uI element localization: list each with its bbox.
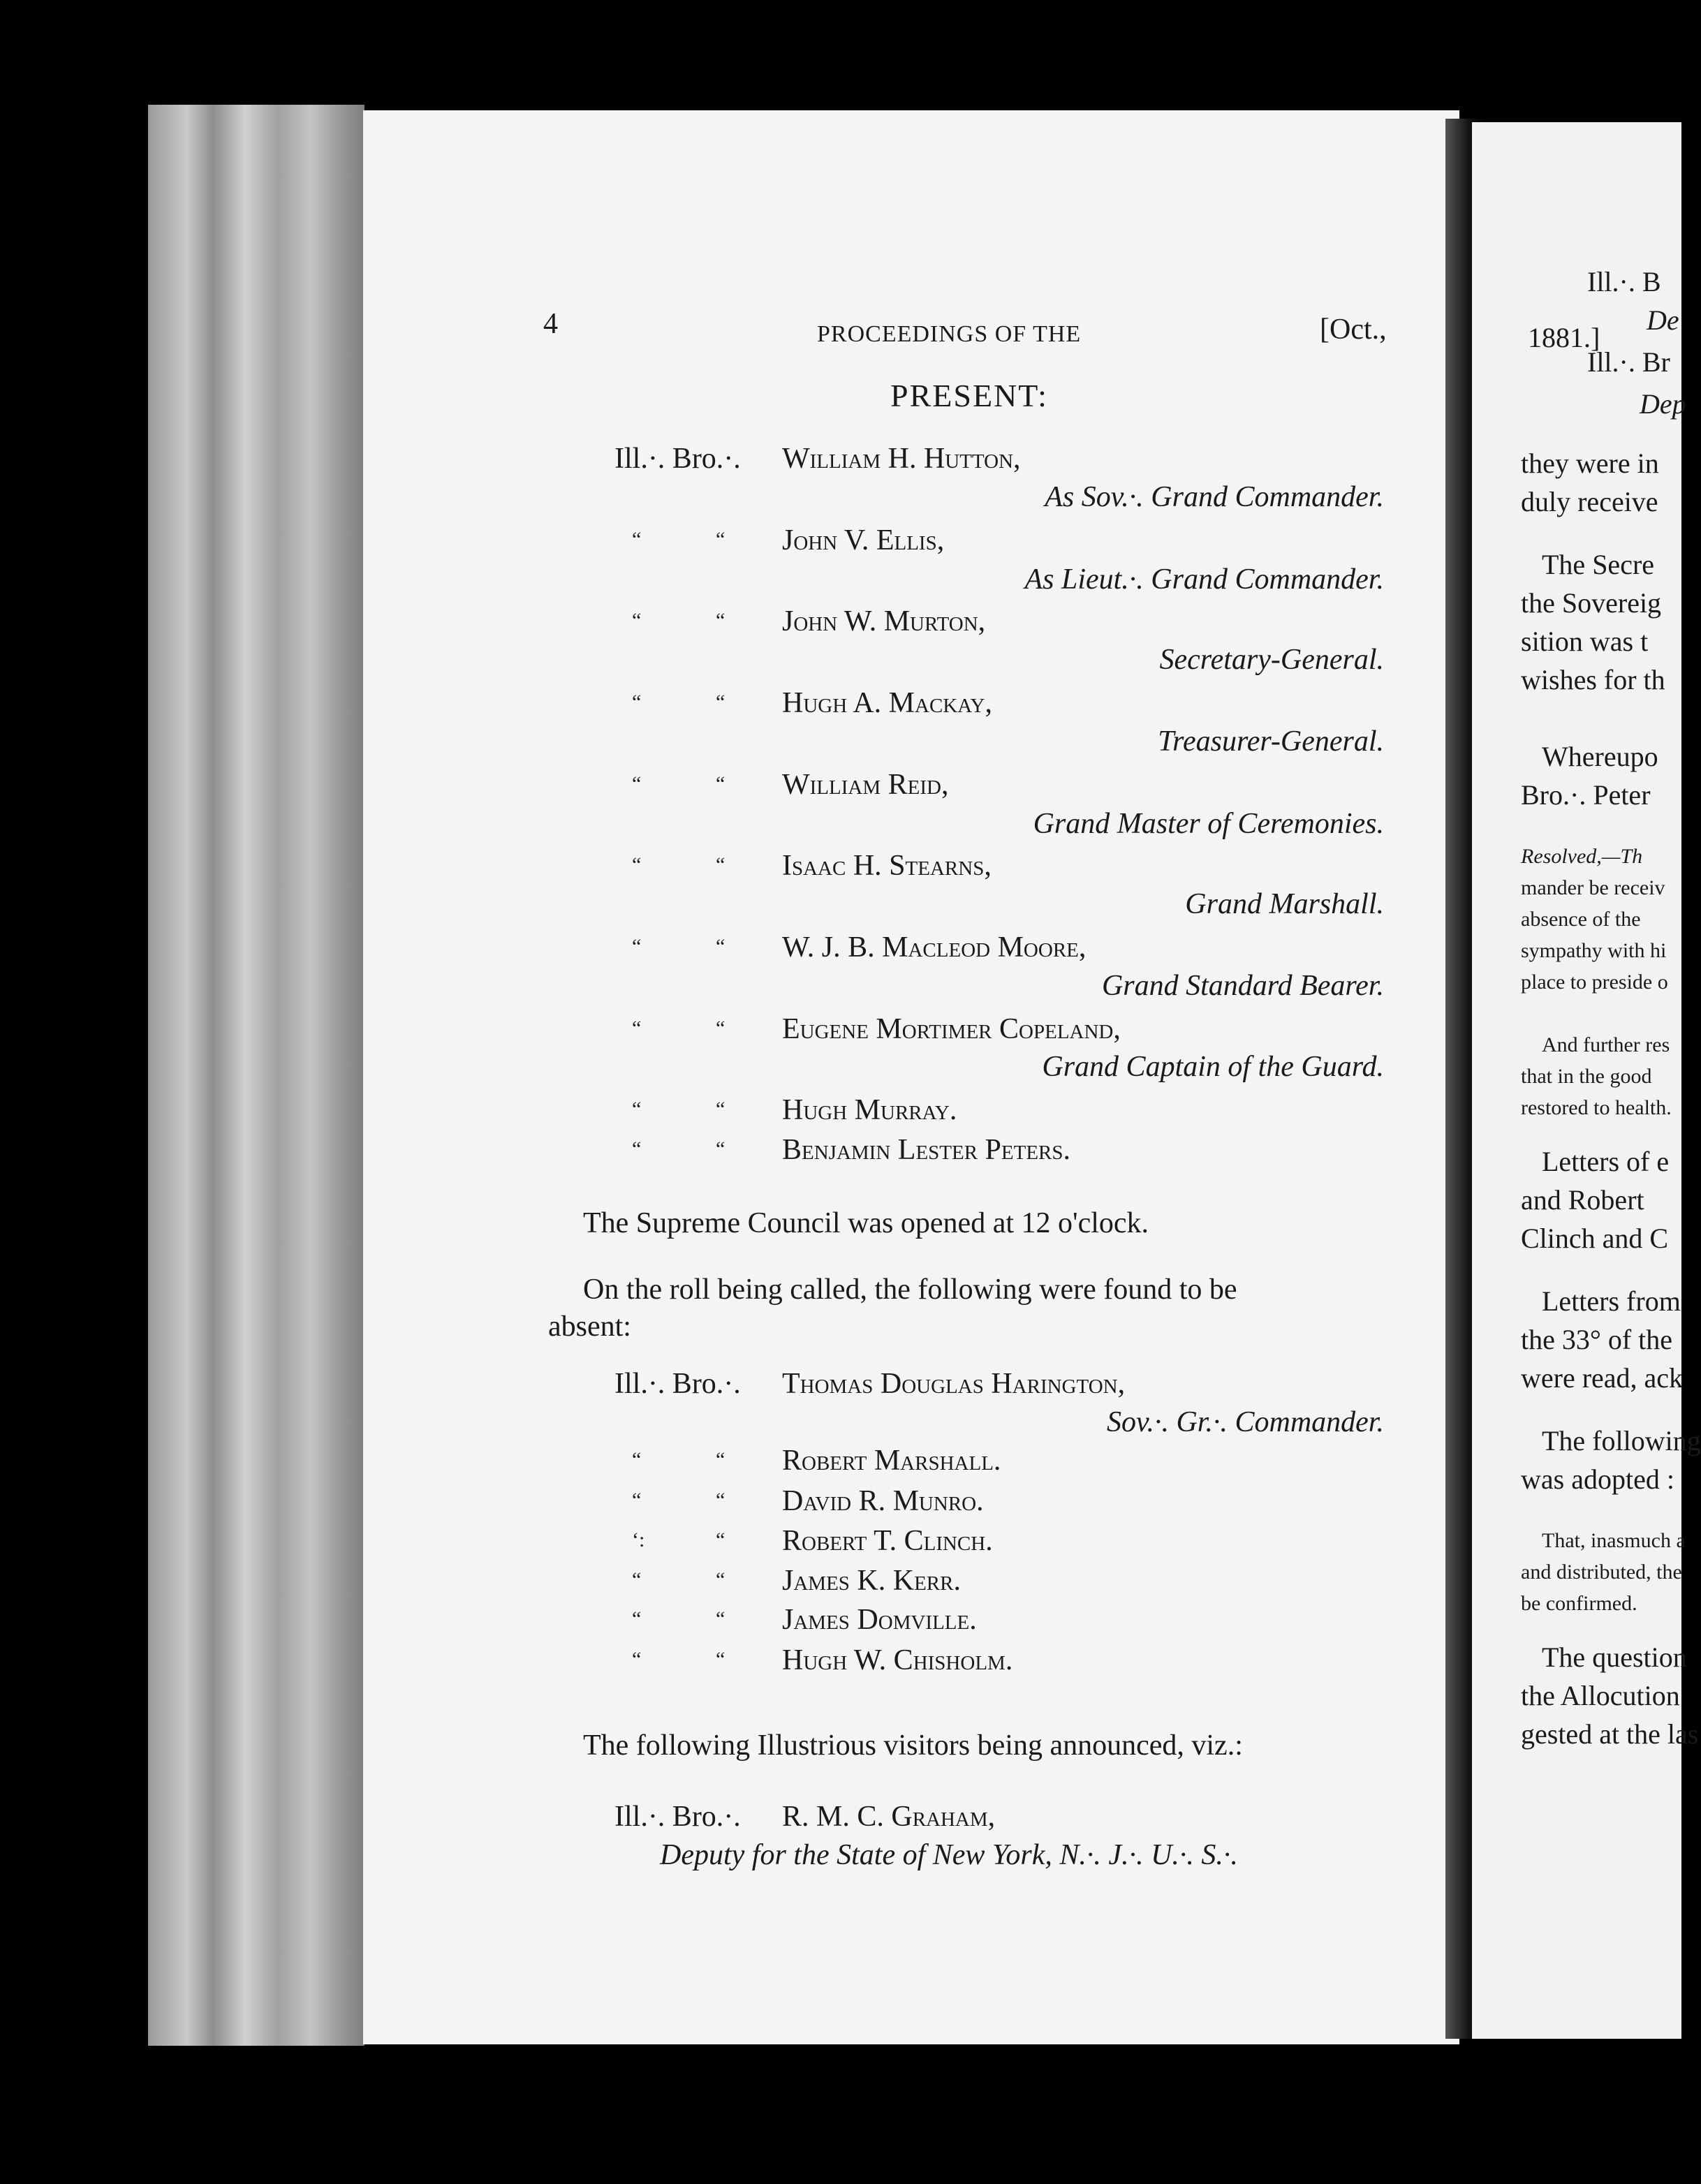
ditto-mark: “ [632,1017,642,1040]
member-name: John V. Ellis, [782,524,945,556]
member-name: Robert T. Clinch. [782,1525,993,1557]
roll-text-line-2: absent: [548,1311,631,1343]
right-page-line: that in the good [1521,1065,1652,1088]
right-page-line: Ill.·. Br [1587,346,1670,378]
member-name: John W. Murton, [782,605,986,637]
right-page-line: the 33° of the [1521,1324,1673,1355]
member-role: Grand Master of Ceremonies. [1033,808,1384,840]
member-name: W. J. B. Macleod Moore, [782,931,1087,964]
member-role: Secretary-General. [1159,644,1384,676]
ditto-mark: “ [632,1137,642,1160]
ditto-mark: “ [716,1648,726,1671]
right-page-line: the Sovereig [1521,587,1662,619]
right-page-line: Clinch and C [1521,1223,1669,1254]
right-page-line: sympathy with hi [1521,939,1667,962]
right-page-line: and distributed, the [1521,1560,1682,1584]
page-number: 4 [543,308,558,340]
right-page-line: Dep [1640,388,1686,420]
ditto-mark: “ [716,1017,726,1040]
book-page-edges [148,105,364,2046]
right-page-line: the Allocution [1521,1680,1680,1711]
member-name: William Reid, [782,769,949,801]
ditto-mark: “ [632,691,642,714]
right-page-line: Letters from [1542,1285,1681,1317]
ditto-mark: “ [716,1137,726,1160]
member-name: Benjamin Lester Peters. [782,1134,1071,1166]
right-page-line: The question [1542,1641,1687,1673]
member-role: Treasurer-General. [1158,725,1384,758]
member-name: Hugh A. Mackay, [782,687,992,719]
right-page-line: duly receive [1521,486,1658,517]
member-role: Sov.·. Gr.·. Commander. [1106,1406,1384,1438]
right-page-line: sition was t [1521,626,1649,657]
ditto-mark: “ [632,772,642,795]
ditto-mark: “ [632,935,642,958]
ditto-mark: “ [716,1568,726,1591]
ditto-mark: “ [716,935,726,958]
member-name: Eugene Mortimer Copeland, [782,1013,1121,1045]
member-role: Grand Captain of the Guard. [1042,1051,1384,1083]
ditto-mark: “ [632,853,642,876]
visitor-name: R. M. C. Graham, [782,1801,996,1833]
member-prefix: Ill.·. Bro.·. [614,1368,741,1400]
right-page [1472,122,1701,2039]
member-prefix: Ill.·. Bro.·. [614,443,741,475]
right-page-line: absence of the [1521,908,1641,931]
right-page-line: place to preside o [1521,971,1668,994]
ditto-mark: “ [632,1568,642,1591]
member-role: As Lieut.·. Grand Commander. [1024,563,1384,596]
right-page-line: Resolved,—Th [1521,845,1643,868]
right-page-line: That, inasmuch a [1542,1529,1686,1552]
member-role: As Sov.·. Grand Commander. [1045,481,1384,513]
ditto-mark: “ [716,1489,726,1512]
ditto-mark: ‘: [632,1528,645,1551]
right-running-date: 1881.] [1528,322,1600,353]
ditto-mark: “ [716,691,726,714]
opened-text: The Supreme Council was opened at 12 o'clock. [583,1207,1149,1239]
member-name: Robert Marshall. [782,1445,1001,1477]
ditto-mark: “ [632,1607,642,1630]
member-role: Grand Marshall. [1185,888,1384,920]
ditto-mark: “ [632,1489,642,1512]
visitors-text: The following Illustrious visitors being announced, viz.: [583,1729,1243,1762]
ditto-mark: “ [716,853,726,876]
member-name: Isaac H. Stearns, [782,850,992,882]
ditto-mark: “ [716,609,726,632]
right-page-line: Whereupo [1542,741,1658,772]
right-page-line: wishes for th [1521,664,1665,695]
member-name: Hugh W. Chisholm. [782,1644,1013,1676]
right-page-line: And further res [1542,1033,1670,1056]
right-page-line: restored to health. [1521,1096,1672,1119]
right-page-line: were read, ack [1521,1362,1684,1394]
right-page-line: The Secre [1542,549,1655,580]
roll-text-line-1: On the roll being called, the following were found to be [583,1274,1237,1306]
right-page-line: mander be receiv [1521,876,1665,899]
member-name: Thomas Douglas Harington, [782,1368,1126,1400]
ditto-mark: “ [716,1607,726,1630]
right-page-line: Letters of e [1542,1146,1670,1177]
right-page-line: they were in [1521,448,1659,479]
member-name: William H. Hutton, [782,443,1021,475]
ditto-mark: “ [632,1648,642,1671]
running-head: PROCEEDINGS OF THE [817,321,1082,347]
ditto-mark: “ [716,772,726,795]
visitor-prefix: Ill.·. Bro.·. [614,1801,741,1833]
member-role: Grand Standard Bearer. [1101,970,1384,1002]
right-page-line: be confirmed. [1521,1592,1637,1615]
present-heading: PRESENT: [890,378,1048,413]
right-page-line: was adopted : [1521,1463,1674,1495]
right-page-line: Bro.·. Peter [1521,779,1651,811]
right-page-line: and Robert [1521,1184,1644,1216]
right-page-line: De [1647,304,1679,336]
ditto-mark: “ [716,1098,726,1121]
ditto-mark: “ [632,1098,642,1121]
member-name: David R. Munro. [782,1485,984,1517]
ditto-mark: “ [632,528,642,551]
member-name: James Domville. [782,1604,977,1636]
running-date: [Oct., [1320,313,1387,346]
member-name: James K. Kerr. [782,1565,961,1597]
visitor-role: Deputy for the State of New York, N.·. J.·. U.·. S.·. [660,1839,1238,1871]
ditto-mark: “ [716,528,726,551]
right-page-line: gested at the las [1521,1718,1699,1750]
ditto-mark: “ [632,609,642,632]
ditto-mark: “ [716,1528,726,1551]
left-page [363,110,1459,2044]
right-page-line: Ill.·. B [1587,266,1661,297]
member-name: Hugh Murray. [782,1094,957,1126]
ditto-mark: “ [716,1448,726,1471]
right-page-line: The following [1542,1425,1701,1456]
ditto-mark: “ [632,1448,642,1471]
